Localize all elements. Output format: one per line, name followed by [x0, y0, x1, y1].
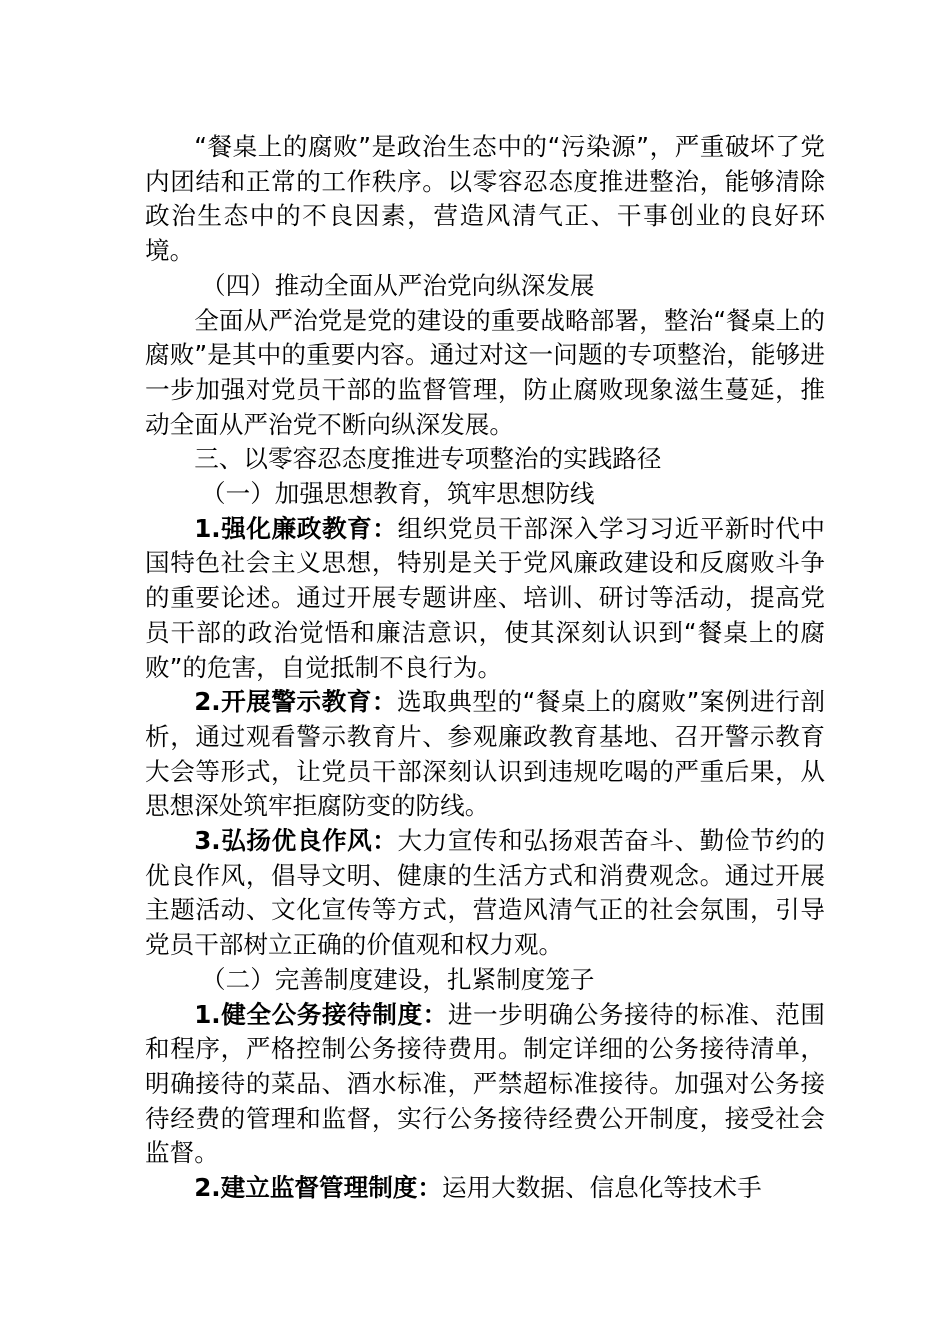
item-reception-system	[145, 998, 825, 1172]
item-text: 选取典型的“餐桌上的腐败”案例进行剖析，通过观看警示教育片、参观廉政教育基地、召开警示教育大会等形式，让党员干部深刻认识到违规吃喝的严重后果，从思想深处筑牢拒腐防变的防线。	[145, 687, 825, 821]
item-text: 大力宣传和弘扬艰苦奋斗、勤俭节约的优良作风，倡导文明、健康的生活方式和消费观念。通过开展主题活动、文化宣传等方式，营造风清气正的社会氛围，引导党员干部树立正确的价值观和权力观。	[145, 826, 825, 960]
document-body	[145, 130, 825, 1206]
item-lead: 2.建立监督管理制度：	[194, 1173, 442, 1203]
item-supervision-system	[145, 1171, 825, 1206]
item-lead: 1.健全公务接待制度：	[194, 999, 448, 1029]
section-heading-3: 三、以零容忍态度推进专项整治的实践路径	[194, 444, 662, 474]
paragraph-political-ecology: “餐桌上的腐败”是政治生态中的“污染源”，严重破坏了党内团结和正常的工作秩序。以零容忍态度推进整治，能够清除政治生态中的不良因素，营造风清气正、干事创业的良好环境。	[145, 132, 825, 266]
item-warning-education	[145, 685, 825, 824]
subheading-one: （一）加强思想教育，筑牢思想防线	[201, 479, 595, 509]
item-text: 组织党员干部深入学习习近平新时代中国特色社会主义思想，特别是关于党风廉政建设和反腐败斗争的重要论述。通过开展专题讲座、培训、研讨等活动，提高党员干部的政治觉悟和廉洁意识，使其深刻认识到“餐桌上的腐败”的危害，自觉抵制不良行为。	[145, 513, 825, 682]
item-lead: 1.强化廉政教育：	[194, 513, 398, 543]
item-lead: 3.弘扬优良作风：	[194, 826, 398, 856]
subheading-four: （四）推动全面从严治党向纵深发展	[201, 270, 595, 300]
subheading-two: （二）完善制度建设，扎紧制度笼子	[201, 964, 595, 994]
item-integrity-education	[145, 512, 825, 686]
paragraph-strict-governance: 全面从严治党是党的建设的重要战略部署，整治“餐桌上的腐败”是其中的重要内容。通过对这一问题的专项整治，能够进一步加强对党员干部的监督管理，防止腐败现象滋生蔓延，推动全面从严治党不断向纵深发展。	[145, 305, 825, 439]
item-good-conduct	[145, 824, 825, 963]
item-text: 进一步明确公务接待的标准、范围和程序，严格控制公务接待费用。制定详细的公务接待清单，明确接待的菜品、酒水标准，严禁超标准接待。加强对公务接待经费的管理和监督，实行公务接待经费公开制度，接受社会监督。	[145, 999, 825, 1168]
item-text: 运用大数据、信息化等技术手	[442, 1173, 762, 1203]
item-lead: 2.开展警示教育：	[194, 687, 398, 717]
